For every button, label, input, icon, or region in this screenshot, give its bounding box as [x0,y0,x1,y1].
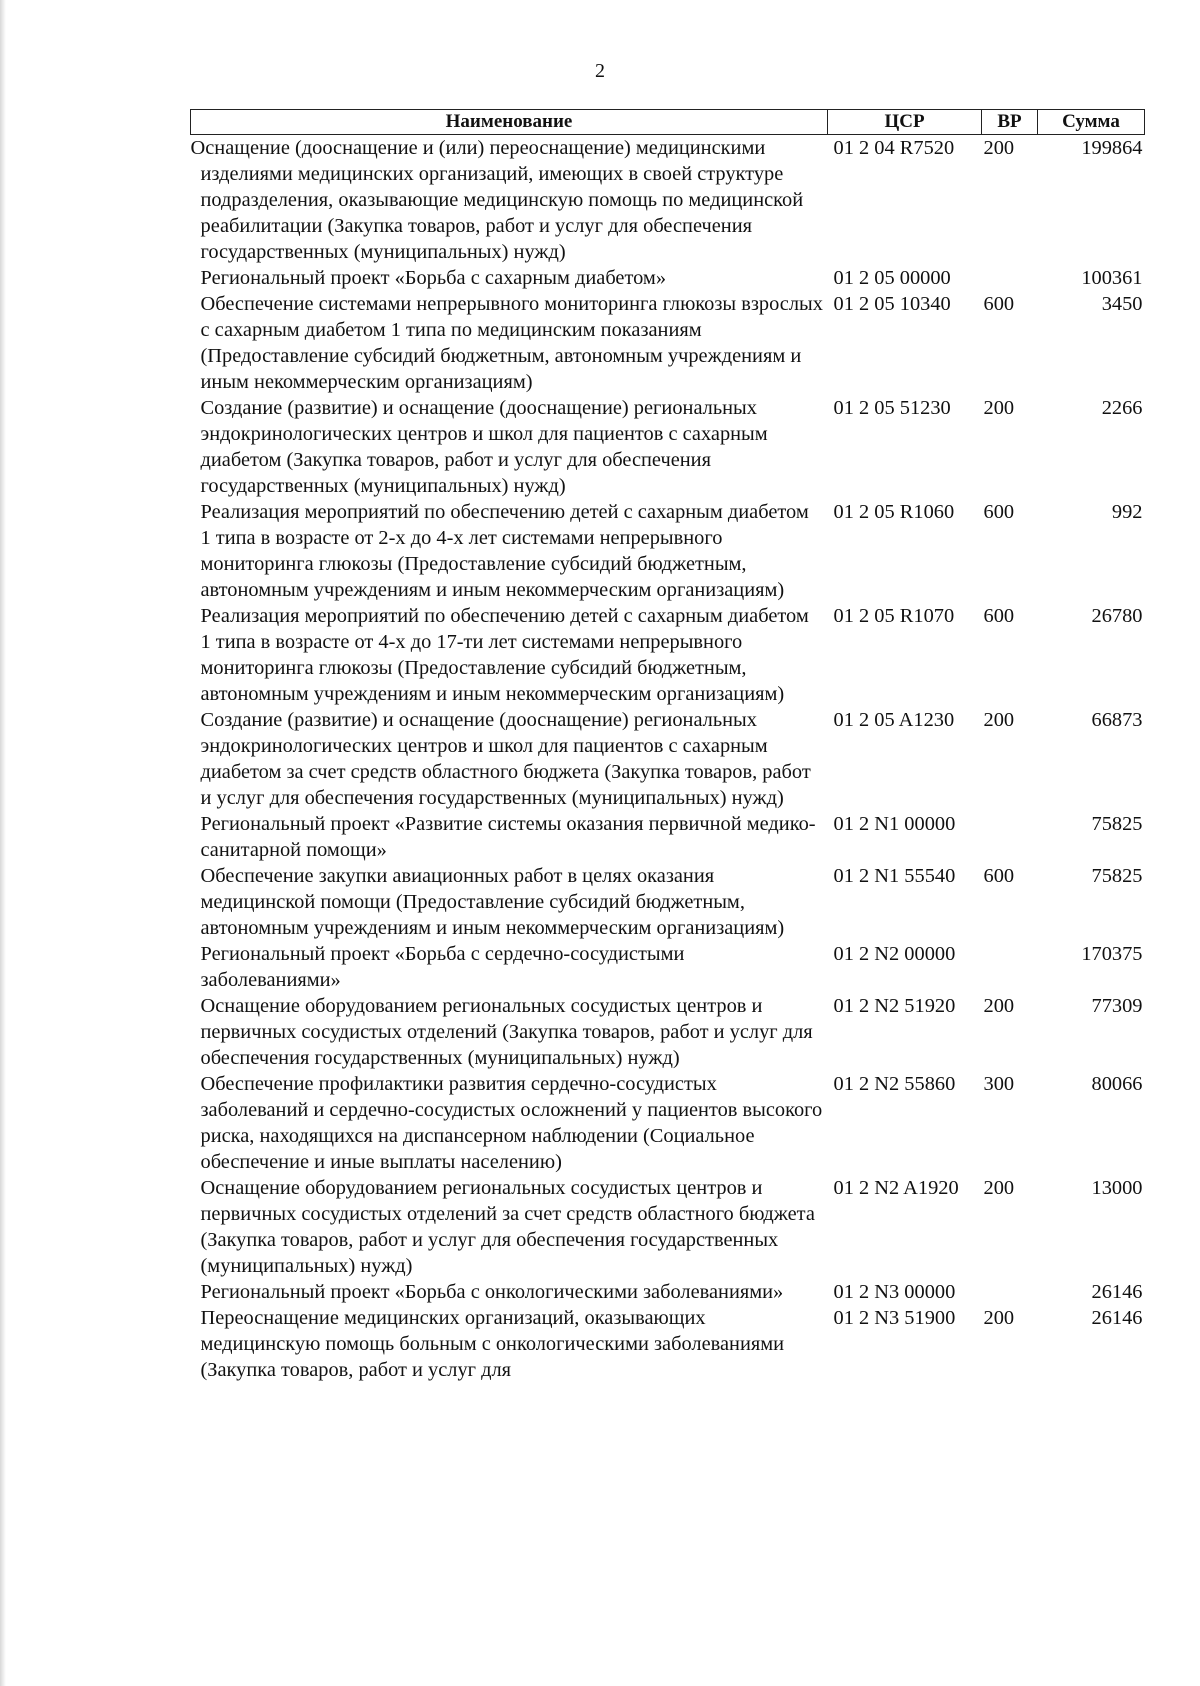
page-number: 2 [595,60,605,82]
row-name: Региональный проект «Борьба с сахарным диабетом» [200,267,667,289]
row-csr: 01 2 05 R1060 [833,501,955,523]
row-sum: 3450 [1101,293,1143,315]
row-csr: 01 2 05 51230 [833,397,951,419]
row-name: Обеспечение системами непрерывного мониторинга глюкозы взрослых с сахарным диабетом 1 типа по медицинским показаниям (Предоставление субсидий бюджетным, автономным учреждениям и иным некоммерческим организациям) [200,293,823,393]
header-csr: ЦСР [828,110,982,135]
row-name: Создание (развитие) и оснащение (дооснащение) региональных эндокринологических центров и школ для пациентов с сахарным диабетом за счет средств областного бюджета (Закупка товаров, работ и услуг для обеспечения государственных (муниципальных) нужд) [200,709,811,809]
table-row [191,135,1145,266]
table-row [191,993,1145,1071]
row-vr: 200 [983,1177,1015,1199]
row-vr: 600 [983,605,1015,627]
row-sum: 13000 [1091,1177,1143,1199]
row-sum: 26146 [1091,1307,1143,1329]
row-csr: 01 2 N2 A1920 [833,1177,959,1199]
table-row [191,499,1145,603]
row-csr: 01 2 N2 55860 [833,1073,956,1095]
row-csr: 01 2 05 00000 [833,267,951,289]
row-sum: 2266 [1101,397,1143,419]
header-vr: ВР [982,110,1038,135]
row-vr: 300 [983,1073,1015,1095]
table-row [191,291,1145,395]
row-name: Реализация мероприятий по обеспечению детей с сахарным диабетом 1 типа в возрасте от 2-х до 4-х лет системами непрерывного мониторинга глюкозы (Предоставление субсидий бюджетным, автономным учреждениям и иным некоммерческим организациям) [200,501,809,601]
table-row [191,1071,1145,1175]
row-csr: 01 2 N3 51900 [833,1307,956,1329]
row-name: Региональный проект «Развитие системы оказания первичной медико-санитарной помощи» [200,813,816,861]
table-row [191,265,1145,291]
row-vr: 200 [983,397,1015,419]
table-row [191,1175,1145,1279]
row-vr: 200 [983,995,1015,1017]
row-vr: 200 [983,1307,1015,1329]
row-csr: 01 2 05 A1230 [833,709,955,731]
row-sum: 75825 [1091,813,1143,835]
row-csr: 01 2 N1 00000 [833,813,956,835]
row-sum: 26146 [1091,1281,1143,1303]
table-row [191,395,1145,499]
row-sum: 75825 [1091,865,1143,887]
row-sum: 992 [1111,501,1143,523]
row-name: Региональный проект «Борьба с сердечно-сосудистыми заболеваниями» [200,943,685,991]
row-vr [982,941,1038,993]
row-csr: 01 2 05 10340 [833,293,951,315]
row-sum: 170375 [1081,943,1143,965]
row-name: Обеспечение профилактики развития сердечно-сосудистых заболеваний и сердечно-сосудистых осложнений у пациентов высокого риска, находящихся на диспансерном наблюдении (Социальное обеспечение и иные выплаты населению) [200,1073,823,1173]
table-row [191,863,1145,941]
row-name: Региональный проект «Борьба с онкологическими заболеваниями» [200,1281,784,1303]
row-csr: 01 2 N1 55540 [833,865,956,887]
row-sum: 80066 [1091,1073,1143,1095]
header-sum: Сумма [1038,110,1145,135]
row-vr: 200 [983,709,1015,731]
row-sum: 26780 [1091,605,1143,627]
row-vr: 200 [983,137,1015,159]
row-name: Создание (развитие) и оснащение (дооснащение) региональных эндокринологических центров и школ для пациентов с сахарным диабетом (Закупка товаров, работ и услуг для обеспечения государственных (муниципальных) нужд) [200,397,768,497]
row-name: Оснащение оборудованием региональных сосудистых центров и первичных сосудистых отделений за счет средств областного бюджета (Закупка товаров, работ и услуг для обеспечения государственных (муниципальных) нужд) [200,1177,815,1277]
budget-table [190,109,1145,1383]
row-csr: 01 2 04 R7520 [833,137,955,159]
row-vr: 600 [983,501,1015,523]
row-vr: 600 [983,293,1015,315]
table-row [191,707,1145,811]
row-sum: 77309 [1091,995,1143,1017]
row-csr: 01 2 N3 00000 [833,1281,956,1303]
row-csr: 01 2 N2 51920 [833,995,956,1017]
row-vr [982,811,1038,863]
row-csr: 01 2 N2 00000 [833,943,956,965]
row-vr: 600 [983,865,1015,887]
header-name: Наименование [191,110,828,135]
row-name: Оснащение оборудованием региональных сосудистых центров и первичных сосудистых отделений (Закупка товаров, работ и услуг для обеспечения государственных (муниципальных) нужд) [200,995,813,1069]
row-name: Обеспечение закупки авиационных работ в целях оказания медицинской помощи (Предоставление субсидий бюджетным, автономным учреждениям и иным некоммерческим организациям) [200,865,785,939]
row-vr [982,265,1038,291]
table-row [191,941,1145,993]
row-sum: 199864 [1081,137,1143,159]
table-row [191,603,1145,707]
row-name: Переоснащение медицинских организаций, оказывающих медицинскую помощь больным с онкологическими заболеваниями (Закупка товаров, работ и услуг для [200,1307,785,1381]
row-name: Оснащение (дооснащение и (или) переоснащение) медицинскими изделиями медицинских организаций, имеющих в своей структуре подразделения, оказывающие медицинскую помощь по медицинской реабилитации (Закупка товаров, работ и услуг для обеспечения государственных (муниципальных) нужд) [190,137,804,263]
table-row [191,811,1145,863]
scan-edge [0,0,6,1686]
row-sum: 100361 [1081,267,1143,289]
row-sum: 66873 [1091,709,1143,731]
row-name: Реализация мероприятий по обеспечению детей с сахарным диабетом 1 типа в возрасте от 4-х до 17-ти лет системами непрерывного мониторинга глюкозы (Предоставление субсидий бюджетным, автономным учреждениям и иным некоммерческим организациям) [200,605,809,705]
table-header-row [191,110,1145,135]
table-row [191,1279,1145,1305]
row-vr [982,1279,1038,1305]
row-csr: 01 2 05 R1070 [833,605,955,627]
table-row [191,1305,1145,1383]
